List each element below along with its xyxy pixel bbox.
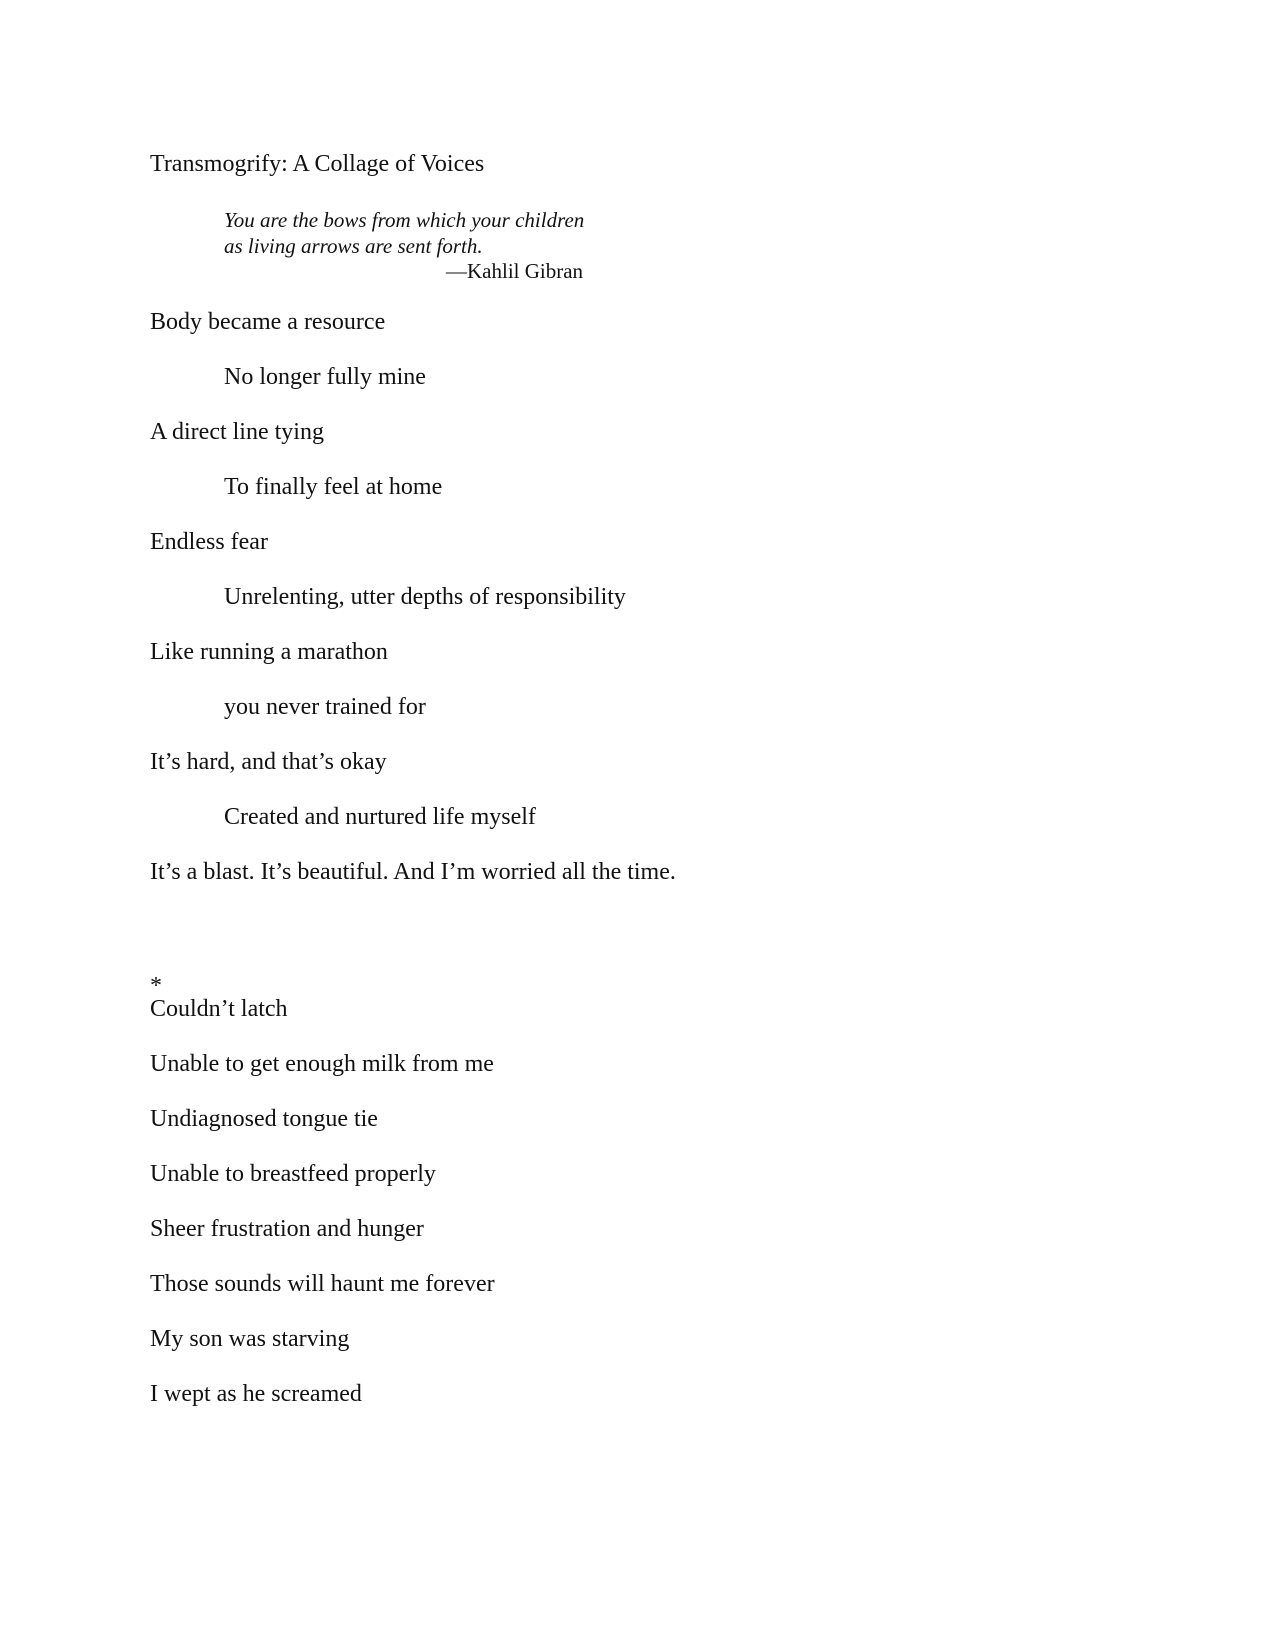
poem-line: It’s hard, and that’s okay <box>150 749 387 775</box>
poem-line: Unable to breastfeed properly <box>150 1161 436 1187</box>
epigraph-line: You are the bows from which your children <box>224 208 585 232</box>
poem-line-indented: To finally feel at home <box>224 474 443 500</box>
poem-line: Like running a marathon <box>150 639 388 665</box>
epigraph-line: as living arrows are sent forth. <box>224 234 483 258</box>
poem-line: It’s a blast. It’s beautiful. And I’m worried all the time. <box>150 859 676 885</box>
epigraph <box>224 207 584 259</box>
poem-line: Sheer frustration and hunger <box>150 1216 424 1242</box>
poem-line: Endless fear <box>150 529 268 555</box>
poem-line-indented: No longer fully mine <box>224 364 426 390</box>
poem-line: Unable to get enough milk from me <box>150 1051 494 1077</box>
poem-line-indented: you never trained for <box>224 694 426 720</box>
poem-line: I wept as he screamed <box>150 1381 362 1407</box>
poem-line: A direct line tying <box>150 419 324 445</box>
page-title: Transmogrify: A Collage of Voices <box>150 151 485 177</box>
poem-line: Undiagnosed tongue tie <box>150 1106 378 1132</box>
poem-line: My son was starving <box>150 1326 350 1352</box>
epigraph-attribution: —Kahlil Gibran <box>446 259 584 283</box>
section-separator: * <box>150 973 162 999</box>
poem-line-indented: Created and nurtured life myself <box>224 804 536 830</box>
poem-line: Couldn’t latch <box>150 996 288 1022</box>
poem-line-indented: Unrelenting, utter depths of responsibility <box>224 584 626 610</box>
poem-line: Those sounds will haunt me forever <box>150 1271 495 1297</box>
poem-line: Body became a resource <box>150 309 386 335</box>
